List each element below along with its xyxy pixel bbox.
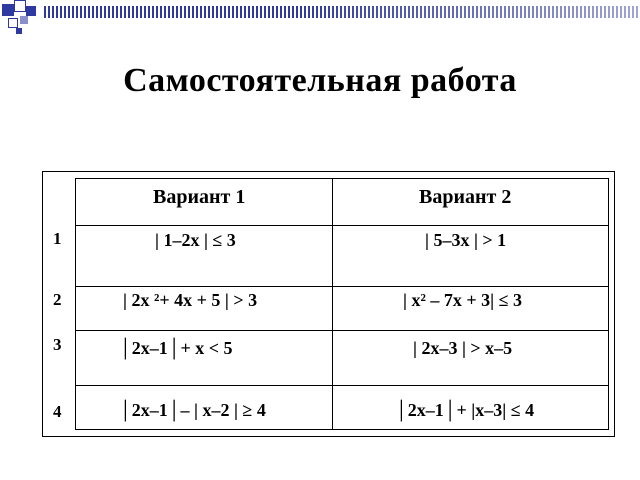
variant-2-task: | x² – 7x + 3| ≤ 3: [403, 290, 522, 310]
row-number: 1: [53, 229, 62, 248]
variant-1-task: │2x–1│+ x < 5: [119, 338, 233, 358]
divider-row-header: [75, 225, 609, 226]
variant-1-task: | 1–2x | ≤ 3: [155, 230, 236, 250]
divider-col-1: [75, 178, 76, 430]
variant-1-task: │2x–1│– | x–2 | ≥ 4: [119, 400, 266, 420]
header-variant-1: Вариант 1: [153, 186, 246, 208]
variant-2-task: | 5–3x | > 1: [425, 230, 507, 250]
row-number: 3: [53, 335, 62, 354]
divider-row-3: [75, 330, 609, 331]
page-title: Самостоятельная работа: [123, 62, 517, 99]
variant-1-task: | 2x ²+ 4x + 5 | > 3: [123, 290, 258, 310]
row-number: 4: [53, 402, 62, 421]
header-variant-2: Вариант 2: [419, 186, 512, 208]
variant-2-task: │2x–1│+ |x–3| ≤ 4: [395, 400, 535, 420]
divider-row-4: [75, 385, 609, 386]
divider-col-2: [332, 178, 333, 430]
corner-decoration: [0, 0, 40, 40]
header-stripe-fade: [300, 6, 640, 18]
divider-row-2: [75, 286, 609, 287]
variant-2-task: | 2x–3 | > x–5: [413, 338, 513, 358]
assignment-table: [42, 171, 615, 437]
row-number: 2: [53, 290, 62, 309]
